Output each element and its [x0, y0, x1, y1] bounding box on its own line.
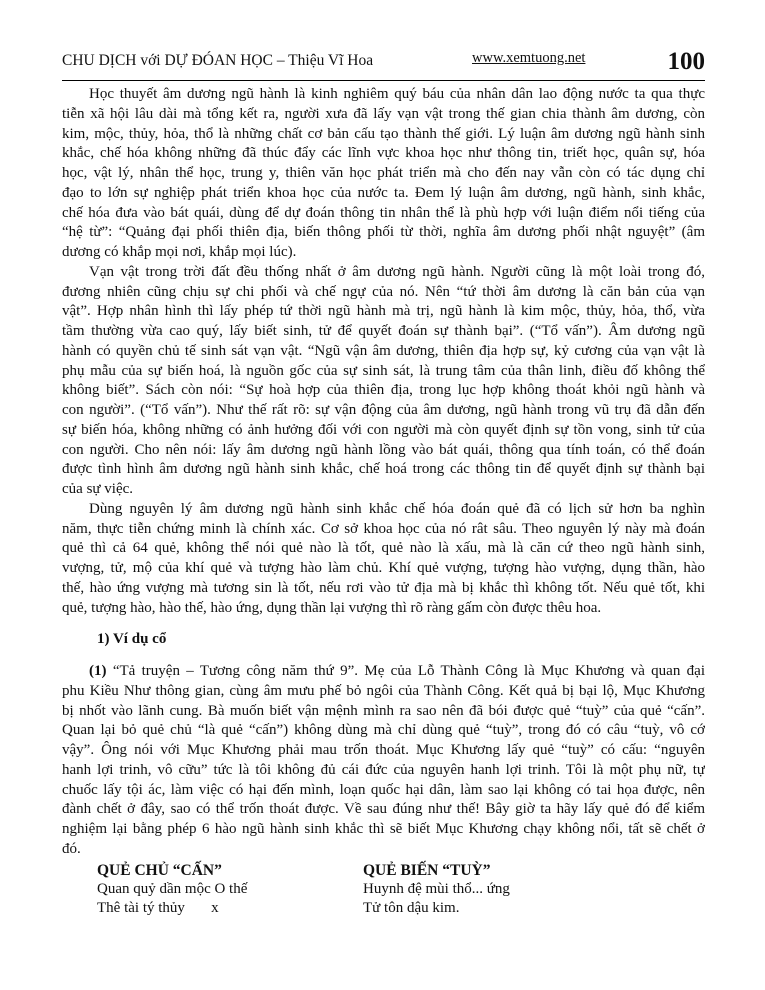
paragraph-line: phụ mẫu của sự biến hoá, là nguồn gốc của sự sinh sát, là trung tâm của thân linh, điều đố không thể: [62, 362, 705, 379]
paragraph-line: quẻ, tượng hào, hào thế, hào ứng, dụng thần lại vượng thì rõ ràng gấm còn được thêu hoa.: [62, 599, 602, 616]
hexagram-changed: [363, 861, 629, 918]
paragraph-line: của sự việc.: [62, 481, 134, 497]
paragraph-line: đương nhiên cũng chịu sự chi phối và chế ngự của nó. Nên “tứ thời âm dương là căn bản của vạn: [62, 283, 705, 300]
page-number: 100: [667, 48, 705, 75]
paragraph-line: con người. Cho nên nói: lấy âm dương ngũ hành lồng vào bát quái, thông qua tính toán, có thể đoán: [62, 441, 705, 458]
hexagram-line: Quan quỷ dần mộc O thế: [97, 880, 248, 897]
paragraph-line: khắc, chế hóa không những đã thúc đẩy các lĩnh vực khoa học như thông tin, triết học, quân sự, hóa: [62, 145, 705, 162]
website-link[interactable]: www.xemtuong.net: [472, 50, 586, 66]
header-rule: [62, 80, 705, 81]
paragraph-line: dương có khắp mọi nơi, khắp mọi lúc).: [62, 244, 297, 260]
page-header: [62, 44, 705, 80]
paragraph-line: Học thuyết âm dương ngũ hành là kinh nghiêm quý báu của nhân dân lao động nước ta qua thực: [89, 86, 705, 102]
hexagram-table: [62, 861, 705, 918]
paragraph-line: tiễn xã hội lâu dài mà tổng kết ra, người xưa đã lấy vạn vật trong thế gian chia thành âm dương, còn: [62, 105, 705, 122]
paragraph-line: đạo to lớn sự nghiệp phát triển khoa học của nước ta. Đem lý luận âm dương, ngũ hành, sinh khắc,: [62, 184, 705, 201]
paragraph-line: chế hóa đưa vào bát quái, dùng để dự đoán thông tin nhân thể là phù hợp với luận điểm nổi tiếng của: [62, 204, 705, 221]
paragraph-line: vượng, tử, mộ của khí quẻ và tượng hào làm chủ. Khí quẻ vượng, tượng hào vượng, dụng thần, hào: [62, 560, 705, 576]
line-text: “Tả truyện – Tương công năm thứ 9”. Mẹ của Lỗ Thành Công là Mục Khương và quan đại: [106, 663, 705, 679]
hexagram-line: Huynh đệ mùi thổ... ứng: [363, 880, 510, 897]
paragraph-line: nghiệm lại bằng phép 6 hào ngũ hành sinh khắc thì sẽ biết Mục Khương chạy không nổi, tất sẽ chết ở: [62, 821, 705, 837]
section-heading: 1) Ví dụ cổ: [97, 631, 167, 648]
paragraph-line: bị nhốt vào lãnh cung. Bà muốn biết vận mệnh mình ra sao nên đã bói được quẻ “tuỳ” của quẻ “cấn”.: [62, 702, 705, 719]
paragraph-line: phu Kiều Như thông gian, cùng âm mưu phế bỏ ngôi của Thành Công. Kết quả bị bại lộ, Mục Khương: [62, 682, 705, 699]
paragraph-line: quẻ thì cả 64 quẻ, không thể nói quẻ nào là tốt, quẻ nào là xấu, mà là căn cứ theo ngũ hành sinh,: [62, 540, 705, 557]
paragraph-line: sự biến hóa, không những có ảnh hưởng đối với con người mà còn quyết định sự tồn vong, sinh tử của: [62, 421, 705, 438]
paragraph-line: hanh lợi trinh, vô cữu” tức là tôi không đủ cái đức của nguyên hanh lợi trinh. Tôi là một phụ nữ, tự: [62, 761, 705, 778]
paragraph-line: đó.: [62, 840, 81, 857]
paragraph: [62, 500, 705, 619]
paragraph-line: học, vật lý, nhân thể học, trung y, thiên văn học phát triển mà cho đến nay vẫn còn có tác dụng chỉ: [62, 165, 705, 181]
paragraph-line: con người”. (“Tổ vấn”). Như thế rất rõ: sự vận động của âm dương, ngũ hành trong vũ trụ đã dẫn đến: [62, 402, 705, 418]
example-number: (1): [89, 663, 107, 679]
paragraph-line: hành có quyền chủ tế sinh sát vạn vật. “Ngũ vận âm dương, thiên địa hợp sự, kỷ cương của vạn vật là: [62, 342, 705, 359]
paragraph-line: vật”. Hợp nhân hình thì lấy phép tứ thời ngũ hành mà trị, ngũ hành là kim mộc, thủy, hỏa, thổ, vừa: [62, 303, 705, 320]
paragraph-line: thế, hào ứng vượng mà tương sin là tốt, nếu rơi vào tử địa mà bị khắc thì không tốt. Nếu quẻ tốt, khi: [62, 579, 705, 596]
paragraph-line: tầm thường vừa cao quý, lấy biết sinh, tử để quyết đoán sự thành bại”. (“Tổ vấn”). Âm dương ngũ: [62, 323, 705, 339]
paragraph-line: chuốc lấy tội ác, làm việc có hại đến mình, loạn quốc hại dân, làm sao lại không có tai họa được, nên: [62, 781, 705, 798]
hexagram-line: Thê tài tý thủy x: [97, 899, 219, 916]
example-paragraph: [62, 662, 705, 860]
paragraph: [62, 85, 705, 263]
paragraph-line: vậy”. Ông nói với Mục Khương phải mau trốn thoát. Mục Khương lấy quẻ “tuỳ” có cấu: “nguyên: [62, 742, 705, 758]
paragraph-line: kim, mộc, thủy, hỏa, thổ là những chất cơ bản cấu tạo thành thế giới. Lý luận âm dương ngũ hành sinh: [62, 125, 705, 142]
paragraph-line: không biết”. Sách còn nói: “Sự hoà hợp của thiên địa, trong lục hợp không thoát khỏi ngũ hành và: [62, 382, 705, 399]
book-title: CHU DỊCH với DỰ ĐÓAN HỌC – Thiệu Vĩ Hoa: [62, 52, 374, 69]
paragraph-line: [62, 662, 705, 682]
paragraph: [62, 263, 705, 500]
paragraph-line: được tình hình âm dương ngũ hành sinh khắc, chế hoá trong các thông tin để quyết định sự thành bại: [62, 461, 705, 478]
paragraph-line: “hệ từ”: “Quảng đại phối thiên địa, biến thông phối từ thời, nghĩa âm dương phối nhật nguyệt” (âm: [62, 224, 705, 241]
paragraph-line: năm, thực tiễn chứng minh là chính xác. Cơ sở khoa học của nó rât sâu. Theo nguyên lý này mà đoán: [62, 520, 705, 537]
paragraph-line: đành chết ở đây, sao có thể trốn thoát được. Về sau đúng như thế! Bây giờ ta hãy lấy quẻ đó để kiểm: [62, 801, 705, 818]
paragraphs: [62, 85, 705, 618]
page-body: [62, 85, 705, 918]
paragraph-line: Quan lại bỏ quẻ chủ “là quẻ “cấn”) không dùng mà chỉ dùng quẻ “tuỳ”, trong đó có câu “tuỳ, vô cớ: [62, 722, 705, 739]
paragraph-line: Dùng nguyên lý âm dương ngũ hành sinh khắc chế hóa đoán quẻ đã có lịch sử hơn ba nghìn: [89, 500, 705, 517]
paragraph-line: Vạn vật trong trời đất đều thống nhất ở âm dương ngũ hành. Người cũng là một loài trong đó,: [89, 263, 705, 280]
hexagram-main: [62, 861, 363, 918]
hexagram-title: QUẺ CHỦ “CẤN”: [97, 861, 222, 879]
hexagram-title: QUẺ BIẾN “TUỲ”: [363, 861, 491, 879]
hexagram-line: Tử tôn dậu kim.: [363, 899, 460, 916]
